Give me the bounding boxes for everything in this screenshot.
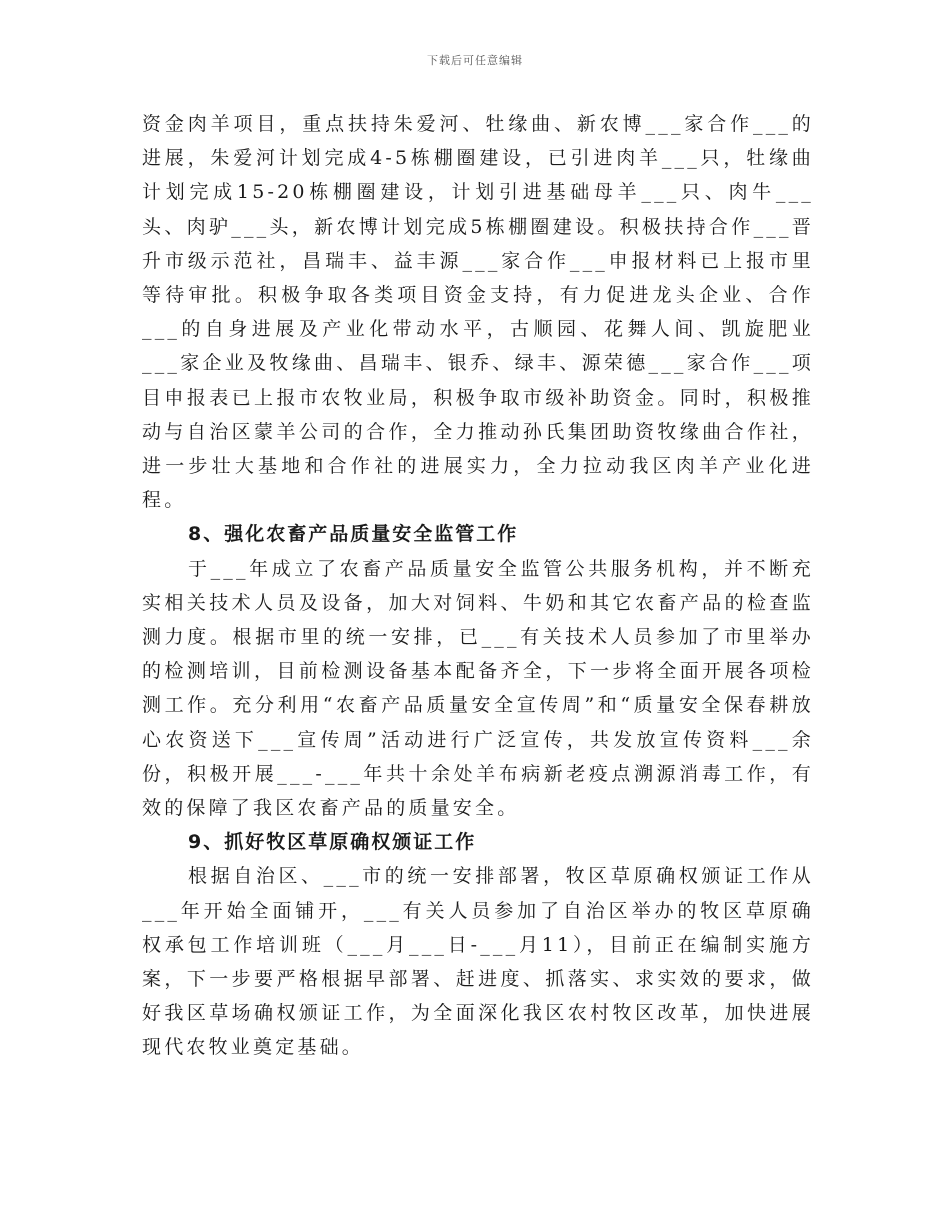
paragraph-grassland-certification: 根据自治区、___市的统一安排部署，牧区草原确权颁证工作从___年开始全面铺开，___有关人员参加了自治区举办的牧区草原确权承包工作培训班（___月___日-___月11），目前正在编制实施方案，下一步要严格根据早部署、赶进度、抓落实、求实效的要求，做好我区草场确权颁证工作，为全面深化我区农村牧区改革，加快进展现代农牧业奠定基础。 <box>142 865 814 1059</box>
document-body <box>142 107 814 1065</box>
page-header-watermark: 下载后可任意编辑 <box>427 54 523 67</box>
section-heading-9: 9、抓好牧区草原确权颁证工作 <box>188 831 477 854</box>
paragraph-quality-supervision: 于___年成立了农畜产品质量安全监管公共服务机构，并不断充实相关技术人员及设备，加大对饲料、牛奶和其它农畜产品的检查监测力度。根据市里的统一安排，已___有关技术人员参加了市里举办的检测培训，目前检测设备基本配备齐全，下一步将全面开展各项检测工作。充分利用“农畜产品质量安全宣传周”和“质量安全保春耕放心农资送下___宣传周”活动进行广泛宣传，共发放宣传资料___余份，积极开展___-___年共十余处羊布病新老疫点溯源消毒工作，有效的保障了我区农畜产品的质量安全。 <box>142 557 814 820</box>
paragraph-livestock-projects: 资金肉羊项目，重点扶持朱爱河、牡缘曲、新农博___家合作___的进展，朱爱河计划完成4-5栋棚圈建设，已引进肉羊___只，牡缘曲计划完成15-20栋棚圈建设，计划引进基础母羊___只、肉牛___头、肉驴___头，新农博计划完成5栋棚圈建设。积极扶持合作___晋升市级示范社，昌瑞丰、益丰源___家合作___申报材料已上报市里等待审批。积极争取各类项目资金支持，有力促进龙头企业、合作___的自身进展及产业化带动水平，古顺园、花舞人间、凯旋肥业___家企业及牧缘曲、昌瑞丰、银乔、绿丰、源荣德___家合作___项目申报表已上报市农牧业局，积极争取市级补助资金。同时，积极推动与自治区蒙羊公司的合作，全力推动孙氏集团助资牧缘曲合作社，进一步壮大基地和合作社的进展实力，全力拉动我区肉羊产业化进程。 <box>142 113 814 512</box>
section-heading-8: 8、强化农畜产品质量安全监管工作 <box>188 523 519 546</box>
